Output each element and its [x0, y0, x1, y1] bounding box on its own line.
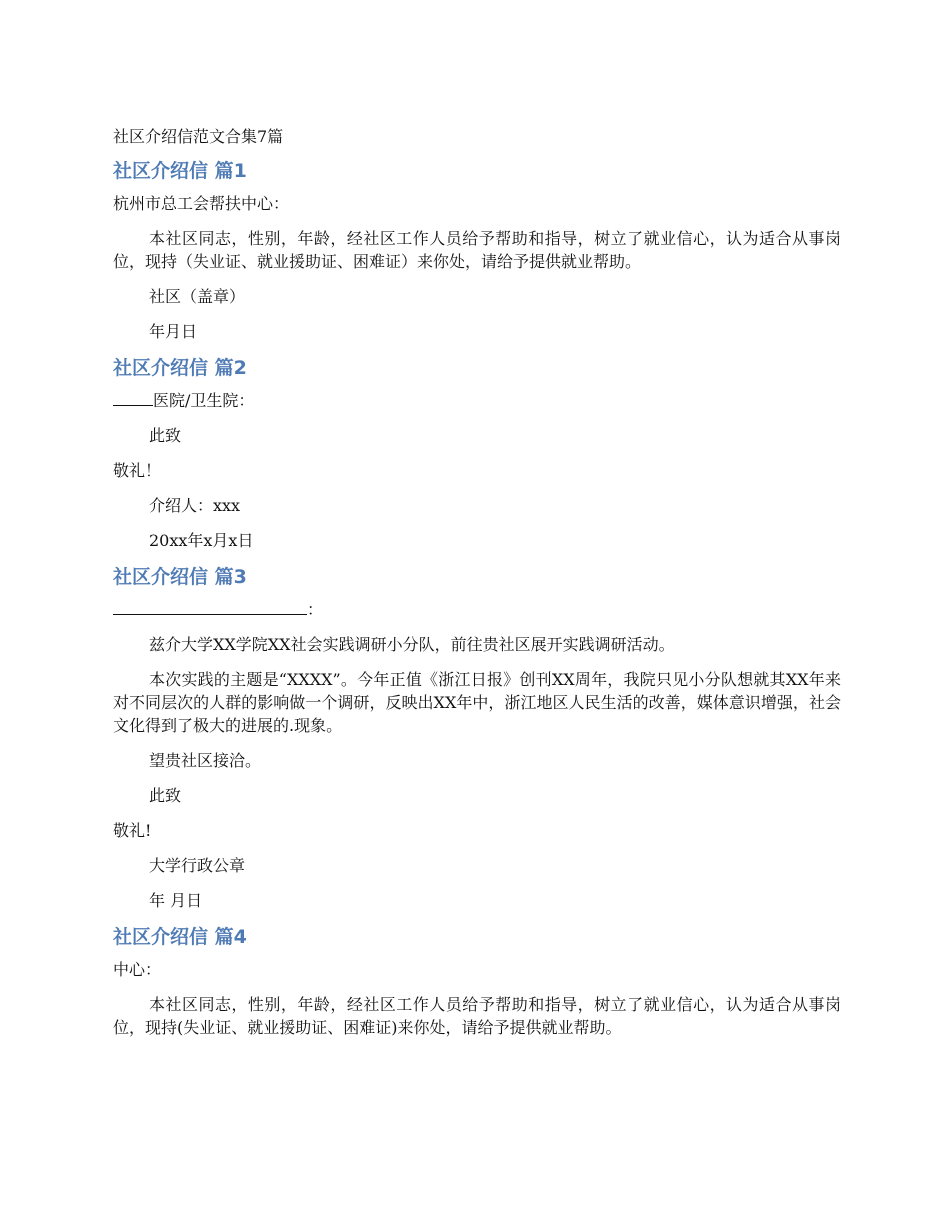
section-3-para-2: 本次实践的主题是“XXXX”。今年正值《浙江日报》创刊XX周年，我院只见小分队想就其XX年来对不同层次的人群的影响做一个调研，反映出XX年中，浙江地区人民生活的改善，媒体意识增强，社会文化得到了极大的进展的.现象。 — [113, 670, 841, 735]
section-3-closing-1: 此致 — [149, 786, 182, 805]
section-3-para-3: 望贵社区接洽。 — [149, 751, 262, 770]
document-page — [113, 124, 841, 1051]
section-2-closing-2: 敬礼！ — [113, 461, 162, 480]
section-4-recipient: 中心： — [113, 960, 162, 979]
section-3-recipient — [113, 598, 841, 621]
section-2-heading: 社区介绍信 篇2 — [113, 357, 247, 379]
fill-in-blank — [113, 391, 153, 406]
section-3-para-1: 兹介大学XX学院XX社会实践调研小分队，前往贵社区展开实践调研活动。 — [149, 635, 675, 654]
section-3-recipient-text: ： — [307, 600, 324, 619]
fill-in-blank — [113, 600, 307, 615]
section-2-introducer: 介绍人：xxx — [149, 496, 241, 515]
section-1-heading: 社区介绍信 篇1 — [113, 160, 247, 182]
section-3-date: 年 月日 — [149, 891, 203, 910]
section-3-signature: 大学行政公章 — [149, 856, 246, 875]
section-4-heading: 社区介绍信 篇4 — [113, 926, 247, 948]
section-3-heading: 社区介绍信 篇3 — [113, 566, 247, 588]
section-1-seal: 社区（盖章） — [149, 287, 246, 306]
section-2-recipient — [113, 389, 841, 412]
section-1-date: 年月日 — [149, 322, 198, 341]
section-2-date: 20xx年x月x日 — [149, 531, 254, 550]
section-2-recipient-text: 医院/卫生院： — [153, 391, 255, 410]
section-4-body: 本社区同志，性别，年龄，经社区工作人员给予帮助和指导，树立了就业信心，认为适合从事岗位，现持(失业证、就业援助证、困难证)来你处，请给予提供就业帮助。 — [113, 995, 841, 1037]
section-1-body: 本社区同志，性别，年龄，经社区工作人员给予帮助和指导，树立了就业信心，认为适合从事岗位，现持（失业证、就业援助证、困难证）来你处，请给予提供就业帮助。 — [113, 229, 841, 271]
section-1-recipient: 杭州市总工会帮扶中心： — [113, 194, 290, 213]
section-2-closing-1: 此致 — [149, 426, 182, 445]
section-3-closing-2: 敬礼! — [113, 821, 152, 840]
document-title: 社区介绍信范文合集7篇 — [113, 127, 284, 146]
